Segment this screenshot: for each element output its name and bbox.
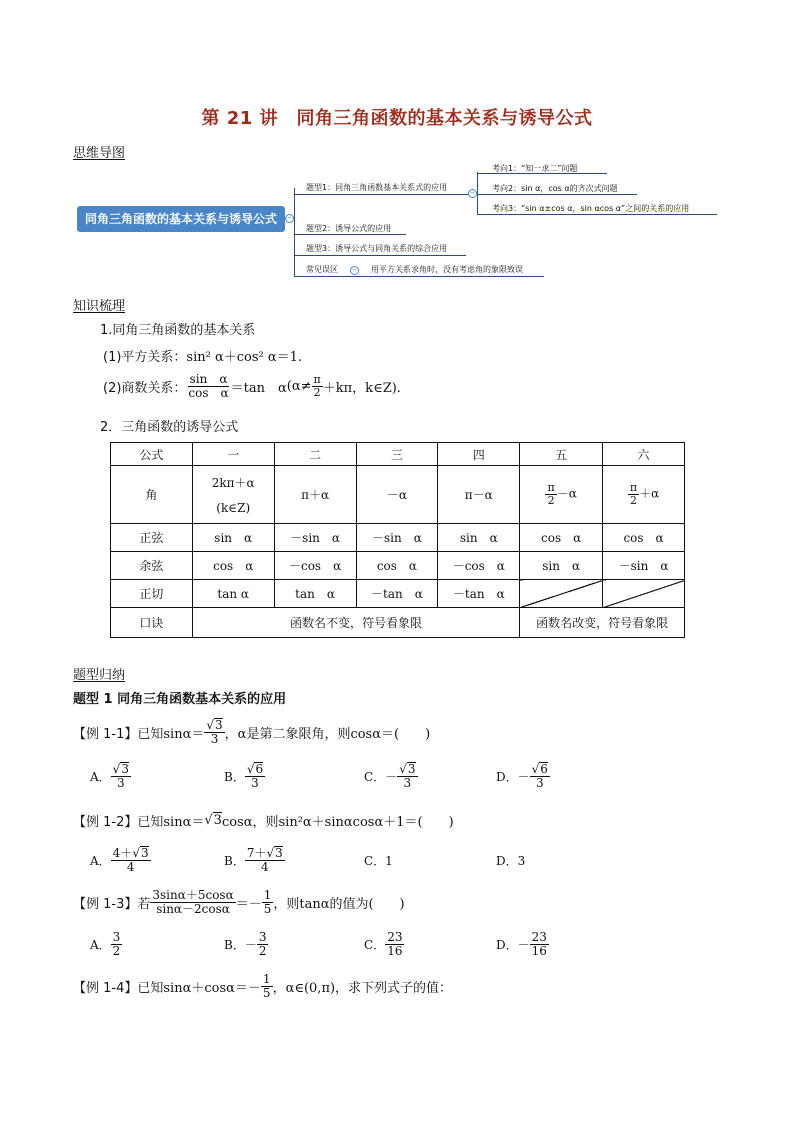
- option-letter: A．: [90, 937, 111, 952]
- quotient-cond-b: ＋kπ，k∈Z).: [322, 380, 401, 396]
- denominator: 3: [251, 776, 259, 790]
- numerator-text: 4＋: [112, 846, 133, 861]
- example-text: ＝－: [235, 896, 262, 912]
- mindmap-branch-4: 常见误区: [306, 265, 338, 274]
- option-a[interactable]: [90, 842, 151, 878]
- option-letter: B．: [224, 769, 245, 784]
- table-header: 一: [192, 443, 274, 466]
- numerator: 3sinα＋5cosα: [152, 887, 234, 902]
- pi: π: [313, 373, 321, 387]
- table-cell: cos α: [356, 552, 438, 580]
- table-header: 五: [520, 443, 603, 466]
- denominator: 16: [531, 943, 547, 958]
- table-cell: 函数名改变，符号看象限: [520, 608, 685, 638]
- angle-condition: (k∈Z): [216, 501, 251, 515]
- fraction: [111, 846, 151, 873]
- table-cell: －α: [356, 466, 438, 524]
- table-cell: cos α: [192, 552, 274, 580]
- option-letter: C．: [364, 769, 386, 784]
- collapse-icon[interactable]: −: [469, 189, 476, 197]
- table-cell: －sin α: [356, 524, 438, 552]
- option-d[interactable]: D．3: [496, 853, 526, 868]
- denominator: 3: [535, 776, 544, 790]
- table-cell: [520, 466, 603, 524]
- table-cell: π－α: [438, 466, 520, 524]
- induction-formula-table: [110, 442, 685, 638]
- collapse-icon[interactable]: −: [286, 214, 293, 222]
- table-cell: －sin α: [603, 552, 685, 580]
- fraction: [150, 889, 235, 915]
- table-header: 公式: [111, 443, 193, 466]
- example-tag: 【例 1-2】: [73, 814, 138, 830]
- table-header: 三: [356, 443, 438, 466]
- option-sign: －: [517, 769, 530, 784]
- table-cell: sin α: [520, 552, 603, 580]
- fraction: [204, 718, 224, 745]
- numerator: 7＋√3: [246, 846, 283, 861]
- denominator: 2: [112, 943, 121, 958]
- mindmap-sub-3: 考向3：“sin α±cos α，sin αcos α”之间的关系的应用: [492, 204, 690, 213]
- table-header: 六: [603, 443, 685, 466]
- option-b[interactable]: [224, 842, 285, 878]
- sub-underline: [477, 194, 637, 195]
- quotient-cond-a: (α≠: [286, 378, 312, 394]
- table-cell: cos α: [603, 524, 685, 552]
- option-sign: －: [385, 769, 398, 784]
- quotient-denominator: cos α: [188, 385, 229, 400]
- denominator: sinα－2cosα: [156, 901, 230, 916]
- mindmap-sub-2: 考向2：sin α，cos α的齐次式问题: [492, 184, 618, 193]
- quotient-fraction: [186, 373, 230, 399]
- quotient-rhs: ＝tan α: [230, 380, 287, 396]
- two: 2: [547, 494, 555, 507]
- numerator: √6: [246, 762, 264, 777]
- example-text: 已知: [137, 726, 164, 742]
- pi-over-2: [312, 374, 323, 398]
- option-c[interactable]: [364, 926, 404, 962]
- table-cell: tan α: [192, 580, 274, 608]
- mindmap-trunk: [294, 188, 295, 276]
- mindmap-root: 同角三角函数的基本关系与诱导公式: [77, 206, 285, 232]
- option-c[interactable]: C．1: [364, 853, 393, 868]
- table-header: 四: [438, 443, 520, 466]
- table-cell: 正弦: [111, 524, 193, 552]
- sqrt: √3: [204, 813, 222, 828]
- sqrt-value: 3: [407, 762, 416, 777]
- example-text: cosα，则sin²α＋sinαcosα＋1＝( ): [221, 814, 454, 830]
- example-text: sinα＝: [163, 726, 205, 742]
- options-1-3: [90, 926, 690, 962]
- table-cell: 函数名不变，符号看象限: [192, 608, 519, 638]
- example-tag: 【例 1-4】: [73, 980, 138, 996]
- page-title: 第 21 讲 同角三角函数的基本关系与诱导公式: [201, 108, 593, 129]
- option-a[interactable]: [90, 926, 122, 962]
- options-1-1: [90, 758, 690, 794]
- sqrt-value: 3: [140, 846, 149, 861]
- sqrt-value: 3: [275, 846, 283, 861]
- branch-underline: [294, 276, 544, 277]
- mindmap-branch-1: 题型1：同角三角函数基本关系式的应用: [306, 183, 448, 192]
- fraction: [262, 889, 274, 915]
- fraction: [111, 762, 131, 789]
- sub-underline: [477, 173, 607, 174]
- fraction: [385, 931, 404, 957]
- fraction: [257, 931, 269, 957]
- table-cell: [603, 466, 685, 524]
- table-cell: tan α: [274, 580, 356, 608]
- option-letter: B．: [224, 853, 245, 868]
- options-1-2: [90, 842, 690, 878]
- numerator: √3: [399, 762, 416, 777]
- sub-trunk: [477, 172, 478, 214]
- pi: π: [629, 481, 638, 495]
- problems-heading: 题型归纳: [73, 668, 126, 683]
- example-text: 已知sinα＋cosα＝－: [137, 980, 261, 996]
- numerator-text: 7＋: [246, 846, 267, 861]
- fraction: [530, 762, 550, 789]
- example-text: ，α∈(0,π)，求下列式子的值：: [272, 980, 453, 996]
- table-cell: －sin α: [274, 524, 356, 552]
- pi-over-2: [628, 482, 639, 506]
- denominator: 3: [403, 776, 412, 790]
- option-letter: A．: [90, 769, 111, 784]
- table-cell: －cos α: [438, 552, 520, 580]
- quotient-numerator: sin α: [189, 372, 228, 386]
- angle-formula: 2kπ＋α: [211, 476, 255, 490]
- numerator: 3: [258, 929, 267, 944]
- option-b[interactable]: [224, 926, 268, 962]
- option-a[interactable]: [90, 758, 131, 794]
- numerator: 23: [531, 929, 547, 944]
- numerator: 3: [112, 929, 121, 944]
- numerator: √3: [112, 762, 129, 777]
- option-letter: D．: [496, 937, 518, 952]
- fraction: [111, 931, 123, 957]
- fraction: [245, 762, 265, 789]
- table-row-sine: [111, 524, 685, 552]
- table-cell: －cos α: [274, 552, 356, 580]
- quotient-label: (2)商数关系：: [103, 380, 187, 396]
- collapse-icon[interactable]: −: [351, 266, 358, 274]
- example-1-1: [73, 714, 430, 750]
- square-label: (1)平方关系：: [103, 350, 187, 365]
- knowledge-heading: 知识梳理: [73, 299, 126, 314]
- numerator: 1: [262, 971, 271, 986]
- denominator: 5: [263, 901, 272, 916]
- table-header-row: [111, 443, 685, 466]
- table-row-cosine: [111, 552, 685, 580]
- table-cell: －tan α: [356, 580, 438, 608]
- example-1-3: [73, 884, 405, 920]
- square-relation: [103, 346, 302, 365]
- sqrt-value: 3: [215, 718, 223, 733]
- table-cell: π＋α: [274, 466, 356, 524]
- option-sign: －: [517, 937, 530, 952]
- option-sign: －: [244, 937, 257, 952]
- example-1-2: [73, 810, 454, 830]
- mindmap-branch-3: 题型3：诱导公式与同角关系的综合应用: [306, 244, 448, 253]
- knowledge-item-2: 2．三角函数的诱导公式: [100, 420, 239, 435]
- option-b[interactable]: [224, 758, 265, 794]
- two: 2: [313, 385, 321, 399]
- denominator: 5: [262, 985, 271, 1000]
- pi-over-2: [545, 482, 556, 506]
- option-letter: B．: [224, 937, 245, 952]
- example-tag: 【例 1-3】: [73, 896, 138, 912]
- sqrt-value: 6: [255, 762, 264, 777]
- branch-underline: [294, 234, 406, 235]
- numerator: √6: [531, 762, 548, 777]
- mindmap-heading: 思维导图: [73, 146, 126, 161]
- table-cell: 正切: [111, 580, 193, 608]
- sub-underline: [477, 214, 717, 215]
- option-letter: A．: [90, 853, 111, 868]
- knowledge-item-1: 1.同角三角函数的基本关系: [100, 323, 256, 338]
- table-cell: sin α: [192, 524, 274, 552]
- pi: π: [547, 481, 555, 495]
- denominator: 3: [117, 776, 125, 790]
- table-cell: －tan α: [438, 580, 520, 608]
- option-letter: D．: [496, 769, 518, 784]
- table-cell: cos α: [520, 524, 603, 552]
- type1-heading: 题型 1 同角三角函数基本关系的应用: [73, 692, 287, 707]
- table-cell: sin α: [438, 524, 520, 552]
- denominator: 4: [126, 860, 135, 874]
- angle-formula: ＋α: [639, 487, 660, 501]
- option-d[interactable]: [496, 926, 549, 962]
- branch-underline: [294, 255, 466, 256]
- mindmap-sub-1: 考向1：“知一求二”问题: [492, 164, 578, 173]
- sqrt-value: 6: [540, 762, 548, 777]
- quotient-relation: [103, 373, 401, 399]
- option-letter: C．: [364, 937, 386, 952]
- table-cell-blank: [603, 580, 685, 608]
- table-cell: 余弦: [111, 552, 193, 580]
- fraction: [261, 973, 273, 999]
- angle-formula: －α: [556, 487, 577, 501]
- numerator: 1: [263, 887, 272, 902]
- fraction: [397, 762, 417, 789]
- table-row-mnemonic: [111, 608, 685, 638]
- denominator: 16: [387, 943, 403, 958]
- example-text: ，α是第二象限角，则cosα＝( ): [224, 726, 431, 742]
- table-row-tangent: [111, 580, 685, 608]
- example-text: 若: [137, 896, 151, 912]
- table-cell: 角: [111, 466, 193, 524]
- denominator: 2: [258, 943, 267, 958]
- example-text: ，则tanα的值为( ): [273, 896, 405, 912]
- sqrt-value: 3: [121, 762, 129, 777]
- option-c[interactable]: [364, 758, 418, 794]
- table-cell-blank: [520, 580, 603, 608]
- example-1-4: [73, 968, 452, 1004]
- fraction: [530, 931, 549, 957]
- example-text: 已知sinα＝: [137, 814, 205, 830]
- example-tag: 【例 1-1】: [73, 726, 138, 742]
- numerator: 23: [387, 929, 403, 944]
- numerator: 4＋√3: [112, 846, 149, 861]
- option-d[interactable]: [496, 758, 550, 794]
- numerator: √3: [206, 718, 223, 733]
- mindmap-branch-2: 题型2：诱导公式的应用: [306, 224, 392, 233]
- table-row-angle: [111, 466, 685, 524]
- denominator: 4: [260, 860, 269, 874]
- square-formula: sin² α＋cos² α＝1.: [186, 350, 303, 365]
- two: 2: [629, 494, 637, 507]
- denominator: 3: [210, 732, 219, 746]
- fraction: [245, 846, 285, 873]
- mindmap-pitfall: 用平方关系求角时，没有考虑角的象限致误: [371, 265, 523, 274]
- table-cell: 口诀: [111, 608, 193, 638]
- table-cell: [192, 466, 274, 524]
- sqrt-value: 3: [213, 813, 222, 828]
- branch-underline: [294, 194, 474, 195]
- table-header: 二: [274, 443, 356, 466]
